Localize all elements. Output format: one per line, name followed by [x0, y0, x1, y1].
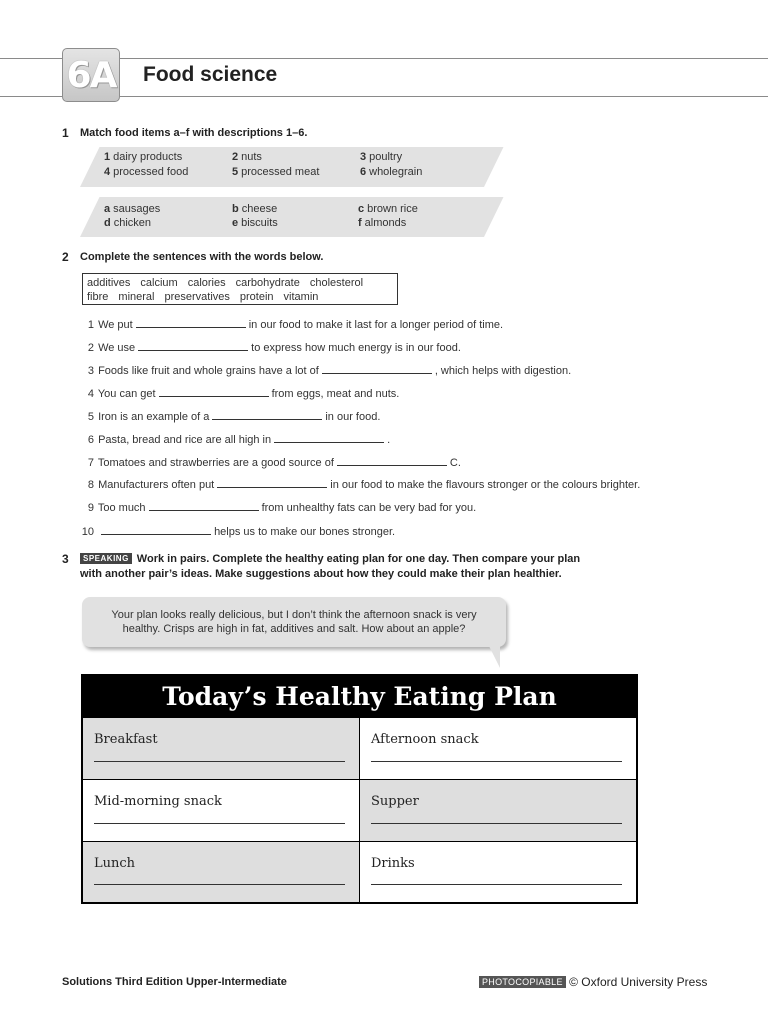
food-item: a sausages	[104, 203, 161, 215]
sentence-10: 10 helps us to make our bones stronger.	[81, 526, 396, 538]
sentence-2: 2 We use to express how much energy is in our food.	[87, 342, 461, 354]
sentence-4: 4 You can get from eggs, meat and nuts.	[87, 388, 400, 400]
plan-cell-afternoon-snack[interactable]: Afternoon snack	[360, 718, 636, 780]
answer-blank[interactable]	[138, 340, 248, 351]
food-items-box	[80, 197, 484, 237]
description-item: 3 poultry	[360, 151, 403, 163]
sentence-1: 1 We put in our food to make it last for a longer period of time.	[87, 319, 504, 331]
word-bank	[82, 273, 398, 305]
word: calcium	[140, 277, 178, 289]
description-item: 1 dairy products	[104, 151, 183, 163]
answer-blank[interactable]	[337, 455, 447, 466]
sentence-9: 9 Too much from unhealthy fats can be very bad for you.	[87, 502, 477, 514]
plan-cell-lunch[interactable]: Lunch	[83, 842, 360, 902]
speech-bubble-text: Your plan looks really delicious, but I don’t think the afternoon snack is very healthy. Crisps are high in fat, additives and salt. How about an apple?	[111, 609, 477, 635]
sentence-6: 6 Pasta, bread and rice are all high in .	[87, 434, 391, 446]
answer-blank[interactable]	[212, 409, 322, 420]
description-item: 2 nuts	[232, 151, 262, 163]
plan-cell-drinks[interactable]: Drinks	[360, 842, 636, 902]
answer-blank[interactable]	[149, 500, 259, 511]
answer-blank[interactable]	[274, 432, 384, 443]
answer-line[interactable]	[371, 761, 622, 762]
speech-bubble-tail	[488, 644, 500, 668]
page-title: Food science	[143, 63, 278, 86]
word: additives	[87, 277, 131, 289]
description-item: 4 processed food	[104, 166, 189, 178]
word: calories	[187, 277, 226, 289]
photocopiable-badge: PHOTOCOPIABLE	[479, 976, 566, 988]
speech-bubble	[82, 597, 506, 647]
food-item: d chicken	[104, 217, 152, 229]
answer-line[interactable]	[94, 823, 345, 824]
plan-title: Today’s Healthy Eating Plan	[83, 676, 636, 718]
healthy-eating-plan	[81, 674, 638, 904]
sentence-7: 7 Tomatoes and strawberries are a good source of C.	[87, 457, 461, 469]
word: preservatives	[164, 291, 230, 303]
answer-blank[interactable]	[159, 386, 269, 397]
exercise-2-number: 2	[62, 250, 69, 264]
exercise-3-instruction: SPEAKING Work in pairs. Complete the healthy eating plan for one day. Then compare your plan	[80, 553, 580, 565]
plan-cell-mid-morning-snack[interactable]: Mid-morning snack	[83, 780, 360, 842]
speaking-badge: SPEAKING	[80, 553, 132, 564]
answer-line[interactable]	[94, 884, 345, 885]
sentence-8: 8 Manufacturers often put in our food to make the flavours stronger or the colours brighter.	[87, 479, 641, 491]
answer-blank[interactable]	[136, 317, 246, 328]
word-bank-row	[87, 290, 393, 304]
sentence-3: 3 Foods like fruit and whole grains have a lot of , which helps with digestion.	[87, 365, 572, 377]
exercise-1-number: 1	[62, 126, 69, 140]
description-item: 6 wholegrain	[360, 166, 423, 178]
description-item: 5 processed meat	[232, 166, 320, 178]
exercise-1-instruction: Match food items a–f with descriptions 1–6.	[80, 127, 308, 139]
plan-cell-breakfast[interactable]: Breakfast	[83, 718, 360, 780]
footer-book-title: Solutions Third Edition Upper-Intermediate	[62, 976, 287, 988]
word: fibre	[87, 291, 109, 303]
word: protein	[239, 291, 274, 303]
plan-cell-supper[interactable]: Supper	[360, 780, 636, 842]
word: cholesterol	[309, 277, 364, 289]
descriptions-box	[80, 147, 484, 187]
exercise-3-number: 3	[62, 552, 69, 566]
word: vitamin	[283, 291, 319, 303]
answer-line[interactable]	[94, 761, 345, 762]
answer-line[interactable]	[371, 823, 622, 824]
exercise-3-instruction-line2: with another pair’s ideas. Make suggestions about how they could make their plan healthier.	[80, 568, 562, 580]
sentence-5: 5 Iron is an example of a in our food.	[87, 411, 381, 423]
food-item: e biscuits	[232, 217, 278, 229]
food-item: c brown rice	[358, 203, 418, 215]
word: carbohydrate	[235, 277, 300, 289]
word: mineral	[118, 291, 155, 303]
footer-copyright: PHOTOCOPIABLE © Oxford University Press	[479, 975, 707, 989]
answer-line[interactable]	[371, 884, 622, 885]
answer-blank[interactable]	[217, 477, 327, 488]
food-item: b cheese	[232, 203, 278, 215]
answer-blank[interactable]	[101, 524, 211, 535]
word-bank-row	[87, 276, 393, 290]
answer-blank[interactable]	[322, 363, 432, 374]
unit-number: 6A	[66, 54, 116, 96]
unit-badge	[62, 48, 120, 102]
food-item: f almonds	[358, 217, 407, 229]
exercise-2-instruction: Complete the sentences with the words below.	[80, 251, 324, 263]
